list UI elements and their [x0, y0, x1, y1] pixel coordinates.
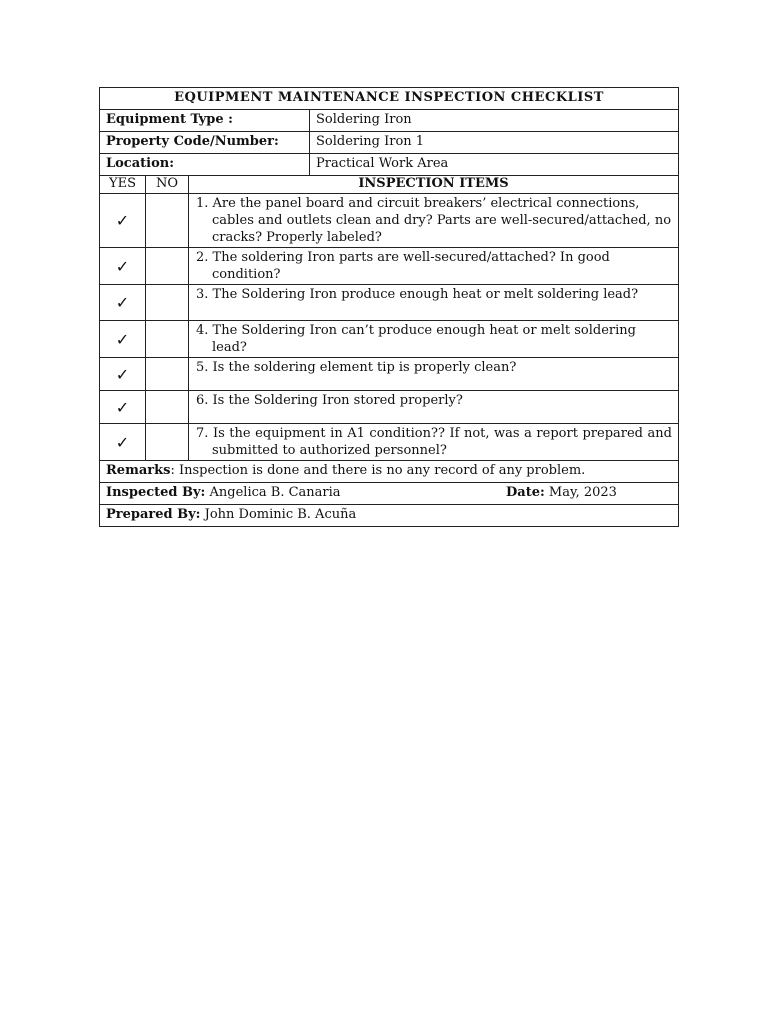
inspection-item-text: 2. The soldering Iron parts are well-secured/attached? In good condition?	[196, 250, 610, 282]
yes-check-cell	[100, 248, 146, 285]
inspection-item-cell	[189, 285, 679, 321]
remarks-value: : Inspection is done and there is no any record of any problem.	[170, 463, 586, 478]
inspection-item-row	[100, 358, 679, 391]
yes-column-header: YES	[100, 176, 146, 194]
column-header-row	[100, 176, 679, 194]
inspection-item-row	[100, 424, 679, 461]
date-value: May, 2023	[548, 485, 617, 500]
inspected-by-row	[100, 483, 679, 505]
inspection-item-row	[100, 248, 679, 285]
inspection-item-text: 3. The Soldering Iron produce enough heat or melt soldering lead?	[196, 287, 639, 302]
checkmark-icon: ✓	[115, 293, 130, 312]
no-check-cell	[146, 358, 189, 391]
yes-check-cell	[100, 194, 146, 248]
no-check-cell	[146, 321, 189, 358]
location-label: Location:	[100, 154, 310, 176]
no-check-cell	[146, 194, 189, 248]
yes-check-cell	[100, 424, 146, 461]
inspection-item-text: 1. Are the panel board and circuit breakers’ electrical connections, cables and outlets clean and dry? Parts are well-secured/attached, no cracks? Properly labeled?	[196, 196, 672, 245]
no-column-header: NO	[146, 176, 189, 194]
no-check-cell	[146, 285, 189, 321]
inspected-by-value: Angelica B. Canaria	[209, 485, 341, 500]
checkmark-icon: ✓	[115, 432, 130, 452]
inspection-item-text: 7. Is the equipment in A1 condition?? If not, was a report prepared and submitted to authorized personnel?	[196, 426, 672, 458]
checklist-sheet	[99, 87, 678, 527]
no-check-cell	[146, 391, 189, 424]
inspection-item-text: 5. Is the soldering element tip is properly clean?	[196, 360, 517, 375]
yes-check-cell	[100, 285, 146, 321]
prepared-by-label: Prepared By:	[106, 507, 201, 522]
inspection-item-cell	[189, 194, 679, 248]
checkmark-icon: ✓	[115, 211, 130, 230]
checkmark-icon: ✓	[115, 397, 130, 417]
field-row-location	[100, 154, 679, 176]
prepared-by-value: John Dominic B. Acuña	[204, 507, 357, 522]
prepared-by-row	[100, 505, 679, 527]
inspection-item-row	[100, 391, 679, 424]
date-label: Date:	[506, 485, 545, 500]
checkmark-icon: ✓	[115, 256, 130, 276]
inspection-item-cell	[189, 358, 679, 391]
property-code-label: Property Code/Number:	[100, 132, 310, 154]
yes-check-cell	[100, 391, 146, 424]
field-row-equipment-type	[100, 110, 679, 132]
inspected-by-label: Inspected By:	[106, 485, 206, 500]
inspection-item-row	[100, 285, 679, 321]
inspection-item-cell	[189, 424, 679, 461]
field-row-property-code	[100, 132, 679, 154]
inspection-item-row	[100, 321, 679, 358]
no-check-cell	[146, 248, 189, 285]
yes-check-cell	[100, 358, 146, 391]
location-value: Practical Work Area	[310, 154, 679, 176]
inspection-item-cell	[189, 321, 679, 358]
inspected-by-cell	[100, 483, 679, 505]
inspection-item-row	[100, 194, 679, 248]
remarks-cell	[100, 461, 679, 483]
prepared-by-cell	[100, 505, 679, 527]
remarks-label: Remarks	[106, 463, 171, 478]
no-check-cell	[146, 424, 189, 461]
date-group	[506, 483, 617, 503]
inspection-item-text: 4. The Soldering Iron can’t produce enough heat or melt soldering lead?	[196, 323, 636, 355]
inspection-checklist-table	[99, 87, 679, 527]
inspection-item-cell	[189, 391, 679, 424]
inspection-item-text: 6. Is the Soldering Iron stored properly?	[196, 393, 463, 408]
checkmark-icon: ✓	[115, 329, 130, 349]
checkmark-icon: ✓	[115, 364, 130, 384]
document-title: EQUIPMENT MAINTENANCE INSPECTION CHECKLIST	[100, 88, 679, 110]
equipment-type-label: Equipment Type :	[100, 110, 310, 132]
remarks-row	[100, 461, 679, 483]
inspection-items-header: INSPECTION ITEMS	[189, 176, 679, 194]
title-row	[100, 88, 679, 110]
inspection-item-cell	[189, 248, 679, 285]
property-code-value: Soldering Iron 1	[310, 132, 679, 154]
equipment-type-value: Soldering Iron	[310, 110, 679, 132]
yes-check-cell	[100, 321, 146, 358]
